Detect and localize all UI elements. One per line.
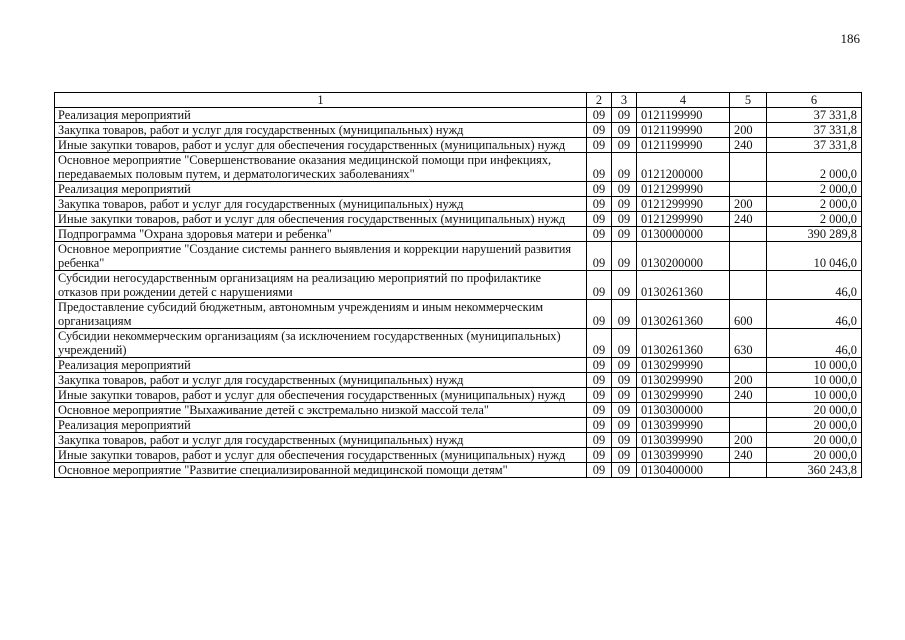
- section-code-cell: 09: [587, 197, 612, 212]
- row-name-cell: Иные закупки товаров, работ и услуг для обеспечения государственных (муниципальных) нужд: [55, 138, 587, 153]
- amount-cell: 20 000,0: [767, 448, 862, 463]
- expense-type-cell: 630: [730, 329, 767, 358]
- section-code-cell: 09: [587, 242, 612, 271]
- row-name-cell: Реализация мероприятий: [55, 108, 587, 123]
- section-code-cell: 09: [587, 358, 612, 373]
- subsection-code-cell: 09: [612, 463, 637, 478]
- row-name-cell: Основное мероприятие "Развитие специализированной медицинской помощи детям": [55, 463, 587, 478]
- expense-type-cell: 240: [730, 448, 767, 463]
- target-code-cell: 0121299990: [637, 197, 730, 212]
- amount-cell: 46,0: [767, 300, 862, 329]
- amount-cell: 10 000,0: [767, 358, 862, 373]
- table-row: [55, 433, 862, 448]
- target-code-cell: 0130300000: [637, 403, 730, 418]
- target-code-cell: 0130399990: [637, 418, 730, 433]
- row-name-cell: Подпрограмма "Охрана здоровья матери и ребенка": [55, 227, 587, 242]
- expense-type-cell: [730, 242, 767, 271]
- subsection-code-cell: 09: [612, 108, 637, 123]
- target-code-cell: 0130400000: [637, 463, 730, 478]
- row-name-cell: Закупка товаров, работ и услуг для государственных (муниципальных) нужд: [55, 433, 587, 448]
- amount-cell: 2 000,0: [767, 182, 862, 197]
- amount-cell: 20 000,0: [767, 418, 862, 433]
- section-code-cell: 09: [587, 329, 612, 358]
- target-code-cell: 0121199990: [637, 138, 730, 153]
- expense-type-cell: [730, 403, 767, 418]
- amount-cell: 10 000,0: [767, 373, 862, 388]
- budget-table: [54, 92, 862, 478]
- subsection-code-cell: 09: [612, 138, 637, 153]
- subsection-code-cell: 09: [612, 153, 637, 182]
- target-code-cell: 0130299990: [637, 388, 730, 403]
- section-code-cell: 09: [587, 271, 612, 300]
- target-code-cell: 0130261360: [637, 271, 730, 300]
- amount-cell: 2 000,0: [767, 197, 862, 212]
- target-code-cell: 0121200000: [637, 153, 730, 182]
- table-row: [55, 108, 862, 123]
- table-row: [55, 448, 862, 463]
- row-name-cell: Реализация мероприятий: [55, 358, 587, 373]
- target-code-cell: 0121199990: [637, 108, 730, 123]
- row-name-cell: Иные закупки товаров, работ и услуг для обеспечения государственных (муниципальных) нужд: [55, 448, 587, 463]
- column-header: 5: [730, 93, 767, 108]
- amount-cell: 360 243,8: [767, 463, 862, 478]
- expense-type-cell: [730, 227, 767, 242]
- target-code-cell: 0130261360: [637, 300, 730, 329]
- table-row: [55, 373, 862, 388]
- expense-type-cell: [730, 463, 767, 478]
- table-row: [55, 182, 862, 197]
- amount-cell: 37 331,8: [767, 108, 862, 123]
- section-code-cell: 09: [587, 388, 612, 403]
- budget-table-body: [55, 93, 862, 478]
- expense-type-cell: 200: [730, 197, 767, 212]
- table-row: [55, 329, 862, 358]
- section-code-cell: 09: [587, 108, 612, 123]
- expense-type-cell: 600: [730, 300, 767, 329]
- amount-cell: 390 289,8: [767, 227, 862, 242]
- subsection-code-cell: 09: [612, 403, 637, 418]
- expense-type-cell: 200: [730, 433, 767, 448]
- subsection-code-cell: 09: [612, 182, 637, 197]
- subsection-code-cell: 09: [612, 373, 637, 388]
- target-code-cell: 0130399990: [637, 448, 730, 463]
- section-code-cell: 09: [587, 300, 612, 329]
- expense-type-cell: 200: [730, 123, 767, 138]
- subsection-code-cell: 09: [612, 418, 637, 433]
- target-code-cell: 0130200000: [637, 242, 730, 271]
- subsection-code-cell: 09: [612, 197, 637, 212]
- row-name-cell: Субсидии некоммерческим организациям (за исключением государственных (муниципальных) учреждений): [55, 329, 587, 358]
- table-row: [55, 358, 862, 373]
- amount-cell: 20 000,0: [767, 433, 862, 448]
- section-code-cell: 09: [587, 418, 612, 433]
- expense-type-cell: 240: [730, 138, 767, 153]
- table-row: [55, 403, 862, 418]
- subsection-code-cell: 09: [612, 123, 637, 138]
- subsection-code-cell: 09: [612, 433, 637, 448]
- row-name-cell: Иные закупки товаров, работ и услуг для обеспечения государственных (муниципальных) нужд: [55, 212, 587, 227]
- subsection-code-cell: 09: [612, 300, 637, 329]
- row-name-cell: Основное мероприятие "Совершенствование оказания медицинской помощи при инфекциях, передаваемых половым путем, и дерматологических заболеваниях": [55, 153, 587, 182]
- table-row: [55, 271, 862, 300]
- section-code-cell: 09: [587, 373, 612, 388]
- subsection-code-cell: 09: [612, 388, 637, 403]
- target-code-cell: 0130261360: [637, 329, 730, 358]
- target-code-cell: 0130299990: [637, 373, 730, 388]
- amount-cell: 2 000,0: [767, 212, 862, 227]
- subsection-code-cell: 09: [612, 329, 637, 358]
- table-row: [55, 242, 862, 271]
- table-row: [55, 388, 862, 403]
- section-code-cell: 09: [587, 123, 612, 138]
- expense-type-cell: 240: [730, 388, 767, 403]
- column-header: 1: [55, 93, 587, 108]
- amount-cell: 46,0: [767, 271, 862, 300]
- section-code-cell: 09: [587, 212, 612, 227]
- column-header: 4: [637, 93, 730, 108]
- subsection-code-cell: 09: [612, 358, 637, 373]
- table-row: [55, 138, 862, 153]
- expense-type-cell: [730, 153, 767, 182]
- target-code-cell: 0130000000: [637, 227, 730, 242]
- row-name-cell: Закупка товаров, работ и услуг для государственных (муниципальных) нужд: [55, 373, 587, 388]
- table-row: [55, 463, 862, 478]
- expense-type-cell: [730, 418, 767, 433]
- table-row: [55, 212, 862, 227]
- amount-cell: 10 046,0: [767, 242, 862, 271]
- target-code-cell: 0121199990: [637, 123, 730, 138]
- row-name-cell: Основное мероприятие "Выхаживание детей с экстремально низкой массой тела": [55, 403, 587, 418]
- expense-type-cell: [730, 358, 767, 373]
- expense-type-cell: [730, 108, 767, 123]
- row-name-cell: Реализация мероприятий: [55, 182, 587, 197]
- section-code-cell: 09: [587, 153, 612, 182]
- table-row: [55, 197, 862, 212]
- row-name-cell: Закупка товаров, работ и услуг для государственных (муниципальных) нужд: [55, 123, 587, 138]
- expense-type-cell: 200: [730, 373, 767, 388]
- table-row: [55, 153, 862, 182]
- section-code-cell: 09: [587, 448, 612, 463]
- section-code-cell: 09: [587, 403, 612, 418]
- target-code-cell: 0121299990: [637, 182, 730, 197]
- amount-cell: 37 331,8: [767, 123, 862, 138]
- subsection-code-cell: 09: [612, 271, 637, 300]
- section-code-cell: 09: [587, 227, 612, 242]
- subsection-code-cell: 09: [612, 227, 637, 242]
- target-code-cell: 0130399990: [637, 433, 730, 448]
- section-code-cell: 09: [587, 463, 612, 478]
- table-row: [55, 227, 862, 242]
- row-name-cell: Субсидии негосударственным организациям на реализацию мероприятий по профилактике отказов при рождении детей с нарушениями: [55, 271, 587, 300]
- amount-cell: 46,0: [767, 329, 862, 358]
- amount-cell: 10 000,0: [767, 388, 862, 403]
- table-row: [55, 300, 862, 329]
- column-number-row: [55, 93, 862, 108]
- row-name-cell: Предоставление субсидий бюджетным, автономным учреждениям и иным некоммерческим организациям: [55, 300, 587, 329]
- subsection-code-cell: 09: [612, 212, 637, 227]
- column-header: 3: [612, 93, 637, 108]
- section-code-cell: 09: [587, 182, 612, 197]
- target-code-cell: 0121299990: [637, 212, 730, 227]
- amount-cell: 20 000,0: [767, 403, 862, 418]
- amount-cell: 2 000,0: [767, 153, 862, 182]
- table-row: [55, 123, 862, 138]
- row-name-cell: Основное мероприятие "Создание системы раннего выявления и коррекции нарушений развития ребенка": [55, 242, 587, 271]
- expense-type-cell: 240: [730, 212, 767, 227]
- section-code-cell: 09: [587, 433, 612, 448]
- table-row: [55, 418, 862, 433]
- column-header: 6: [767, 93, 862, 108]
- column-header: 2: [587, 93, 612, 108]
- subsection-code-cell: 09: [612, 242, 637, 271]
- section-code-cell: 09: [587, 138, 612, 153]
- row-name-cell: Реализация мероприятий: [55, 418, 587, 433]
- page-number: 186: [840, 31, 860, 46]
- row-name-cell: Закупка товаров, работ и услуг для государственных (муниципальных) нужд: [55, 197, 587, 212]
- subsection-code-cell: 09: [612, 448, 637, 463]
- target-code-cell: 0130299990: [637, 358, 730, 373]
- row-name-cell: Иные закупки товаров, работ и услуг для обеспечения государственных (муниципальных) нужд: [55, 388, 587, 403]
- expense-type-cell: [730, 182, 767, 197]
- amount-cell: 37 331,8: [767, 138, 862, 153]
- expense-type-cell: [730, 271, 767, 300]
